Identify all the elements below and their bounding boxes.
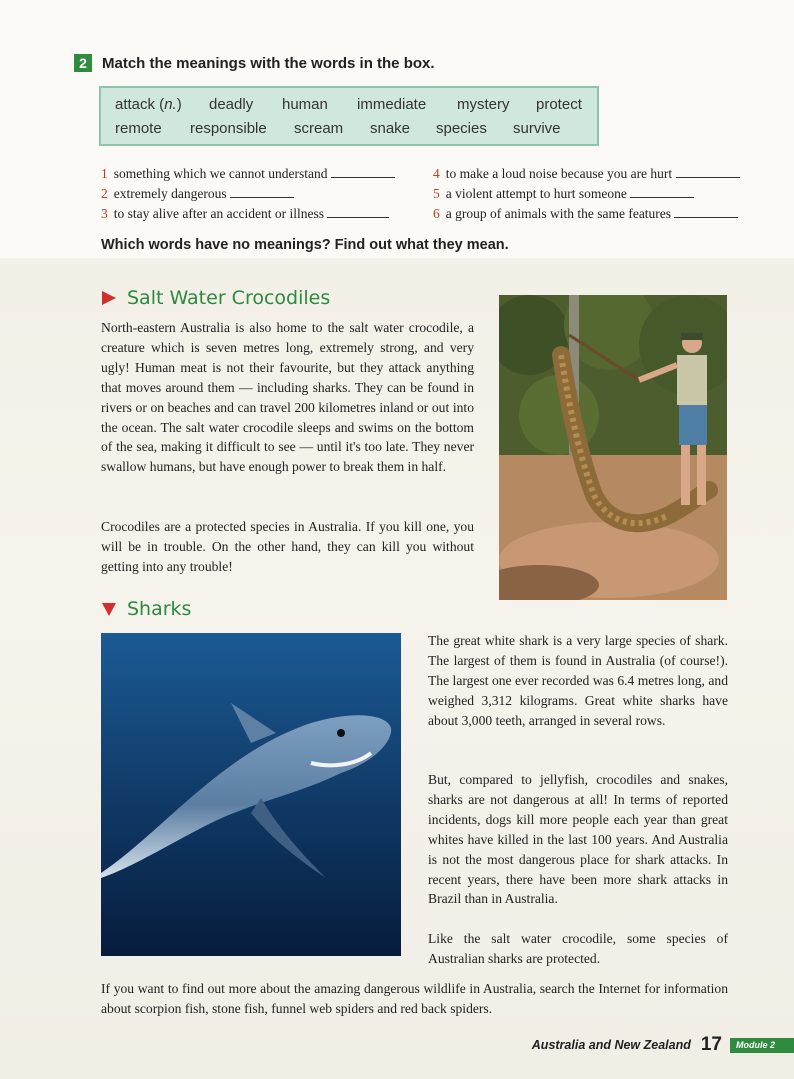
triangle-right-icon xyxy=(101,290,117,306)
word-box xyxy=(99,86,599,146)
crocodile-photo xyxy=(499,295,727,600)
word-scream: scream xyxy=(294,120,344,137)
crocodiles-paragraph-1: North-eastern Australia is also home to the salt water crocodile, a creature which is seven metres long, extremely strong, and very ugly! Human meat is not their favourite, but they attack anything that moves around them — including sharks. They can be found in rivers or on beaches and can travel 200 kilometres inland or out into the ocean. The salt water crocodile sleeps and swims on the bottom of the sea, making it difficult to see — until it's too late. They never swallow humans, but have enough power to break them in half. xyxy=(101,320,474,475)
questions-left-column xyxy=(101,166,395,226)
word-species: species xyxy=(436,120,487,137)
question-5: 5 a violent attempt to hurt someone xyxy=(433,186,740,206)
word-remote: remote xyxy=(115,120,162,137)
exercise-number: 2 xyxy=(74,54,92,72)
word-protect: protect xyxy=(536,96,582,113)
answer-blank-5[interactable] xyxy=(630,186,694,198)
exercise-heading xyxy=(74,54,435,72)
closing-paragraph: If you want to find out more about the amazing dangerous wildlife in Australia, search the Internet for information about scorpion fish, stone fish, funnel web spiders and red back spiders. xyxy=(101,981,728,1016)
sharks-paragraph-2: But, compared to jellyfish, crocodiles and snakes, sharks are not dangerous at all! In terms of reported incidents, dogs kill more people each year than great whites have killed in the last 100 years. And Australia is not the most dangerous place for shark attacks. In recent years, there have been more shark attacks in Brazil than in Australia. xyxy=(428,772,728,907)
answer-blank-1[interactable] xyxy=(331,166,395,178)
answer-blank-6[interactable] xyxy=(674,206,738,218)
sharks-paragraph-3: Like the salt water crocodile, some species of Australian sharks are protected. xyxy=(428,931,728,966)
sharks-heading: Sharks xyxy=(101,598,191,620)
word-mystery: mystery xyxy=(457,96,510,113)
page-footer xyxy=(532,1034,794,1056)
question-1: 1 something which we cannot understand xyxy=(101,166,395,186)
question-6: 6 a group of animals with the same features xyxy=(433,206,740,226)
word-human: human xyxy=(282,96,328,113)
footer-unit-title: Australia and New Zealand xyxy=(531,1038,691,1052)
crocodiles-heading: Salt Water Crocodiles xyxy=(101,287,330,309)
word-attack: attack (n.) xyxy=(115,96,182,113)
word-deadly: deadly xyxy=(209,96,254,113)
question-2: 2 extremely dangerous xyxy=(101,186,395,206)
word-row-2 xyxy=(101,120,597,142)
exercise-instruction: Match the meanings with the words in the box. xyxy=(102,54,435,72)
crocodile-photo-illustration xyxy=(499,295,727,600)
page-number: 17 xyxy=(700,1034,722,1055)
shark-photo-illustration xyxy=(101,633,401,956)
word-immediate: immediate xyxy=(357,96,427,113)
crocodiles-paragraph-2: Crocodiles are a protected species in Australia. If you kill one, you will be in trouble. On the other hand, they can kill you without getting into any trouble! xyxy=(101,519,474,574)
word-snake: snake xyxy=(370,120,411,137)
word-row-1 xyxy=(101,96,597,118)
answer-blank-3[interactable] xyxy=(327,206,389,218)
answer-blank-2[interactable] xyxy=(230,186,294,198)
module-badge: Module 2 xyxy=(730,1038,794,1053)
word-responsible: responsible xyxy=(190,120,267,137)
word-survive: survive xyxy=(513,120,561,137)
answer-blank-4[interactable] xyxy=(676,166,740,178)
followup-question: Which words have no meanings? Find out what they mean. xyxy=(101,237,509,253)
sharks-paragraph-1: The great white shark is a very large species of shark. The largest of them is found in Australia (of course!). The largest one ever recorded was 6.4 metres long, and weighed 3,312 kilograms. Great white sharks have about 3,000 teeth, arranged in several rows. xyxy=(428,633,728,728)
triangle-down-icon xyxy=(101,601,117,617)
questions-right-column xyxy=(433,166,740,226)
shark-photo xyxy=(101,633,401,956)
question-3: 3 to stay alive after an accident or illness xyxy=(101,206,395,226)
question-4: 4 to make a loud noise because you are hurt xyxy=(433,166,740,186)
